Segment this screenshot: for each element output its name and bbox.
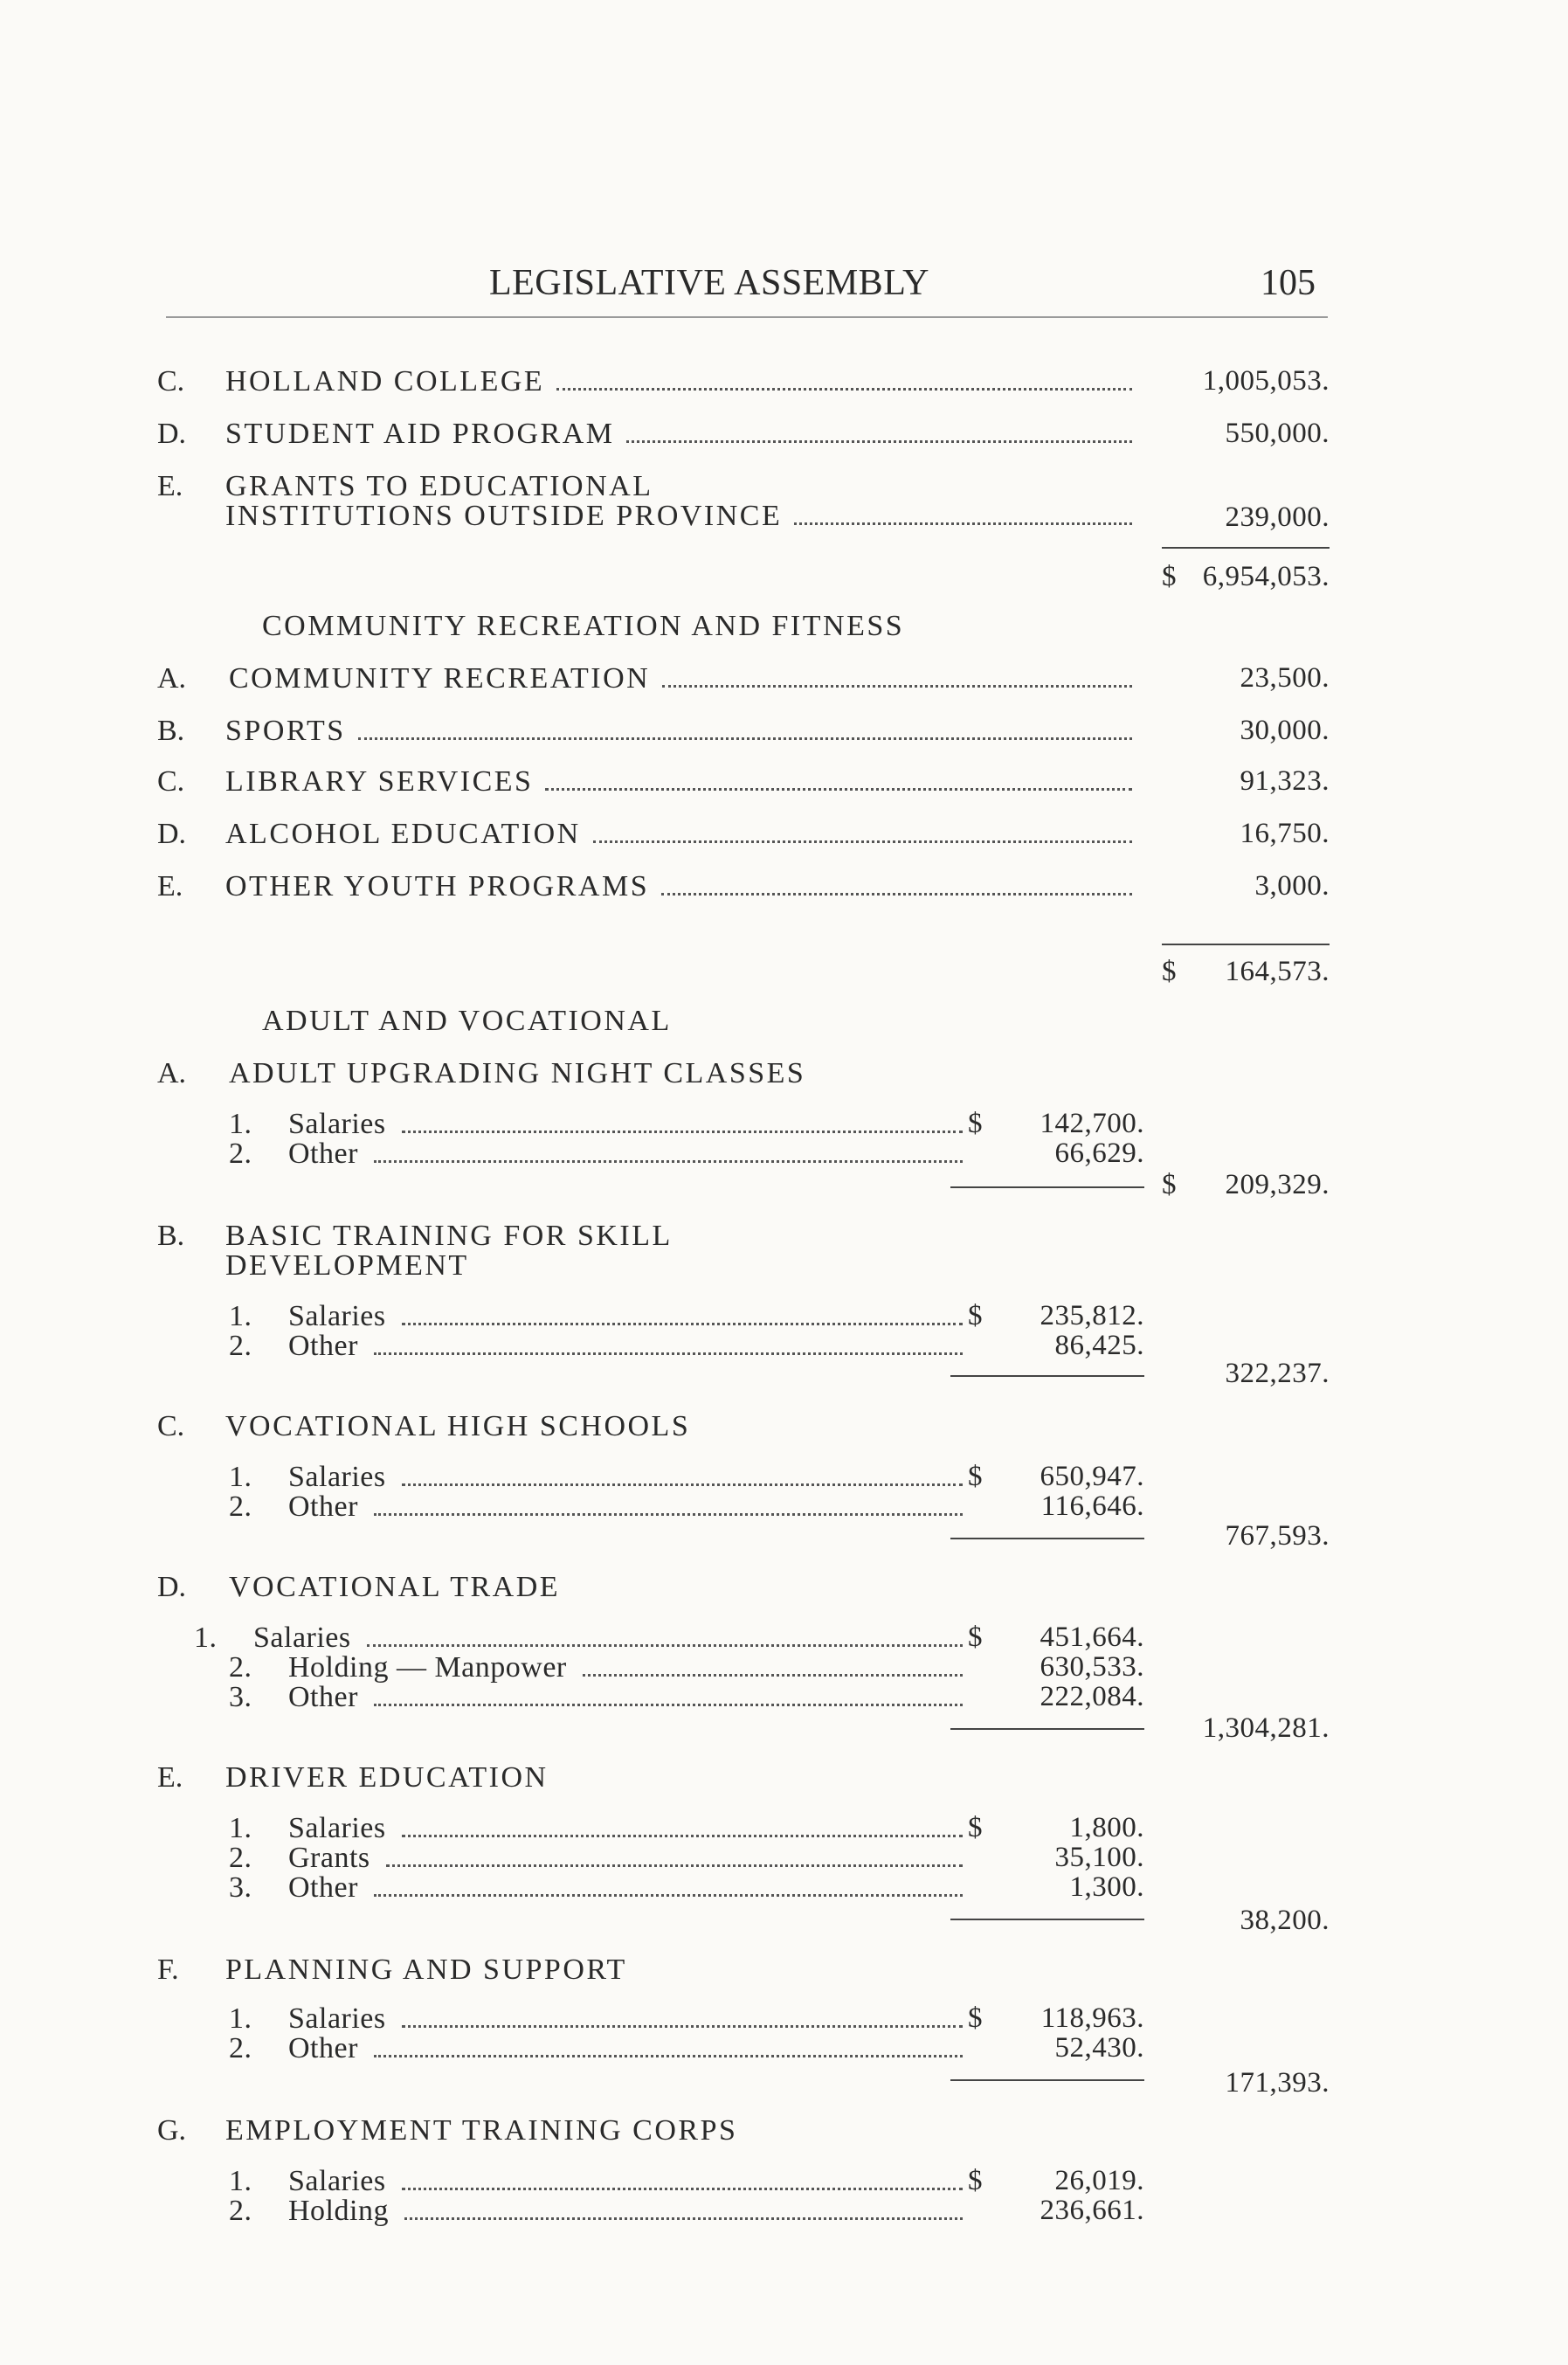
line-item-student-aid [225,418,1144,451]
row-amount: 35,100. [1054,1842,1144,1873]
item-label: SPORTS [225,715,346,747]
section-heading: COMMUNITY RECREATION AND FITNESS [262,610,905,642]
dot-leader [583,1674,963,1677]
line-item-sports [225,715,1144,748]
item-amount: 91,323. [1240,765,1330,797]
sub-item-row [229,1330,971,1363]
subtotal-rule [950,1186,1144,1188]
sub-item-row [229,1812,971,1845]
currency-symbol: $ [968,1300,983,1331]
page-header-title: LEGISLATIVE ASSEMBLY [489,263,929,303]
section-letter: E. [157,1761,183,1794]
subtotal-rule [950,1728,1144,1730]
sub-item-row [229,1651,971,1684]
row-label: Other [288,1138,358,1170]
currency-symbol: $ [968,1622,983,1653]
section-total: 209,329. [1225,1169,1330,1200]
item-letter: D. [157,818,187,850]
section-total: 38,200. [1240,1905,1330,1936]
row-number: 3. [229,1871,252,1904]
row-label: Salaries [253,1622,351,1654]
row-label: Grants [288,1842,370,1874]
sub-item-row [229,1300,971,1333]
section-title: DRIVER EDUCATION [225,1761,549,1794]
dot-leader [374,1894,963,1897]
section-title: VOCATIONAL HIGH SCHOOLS [225,1410,691,1442]
row-number: 2. [229,2032,252,2064]
currency-symbol: $ [968,2002,983,2034]
row-label: Holding [288,2195,389,2227]
dot-leader [374,1513,963,1516]
section-title: VOCATIONAL TRADE [229,1571,561,1603]
line-item-other-youth-programs [225,870,1144,903]
currency-symbol: $ [1162,956,1177,987]
section-title-line1: BASIC TRAINING FOR SKILL [225,1220,673,1252]
section-total: 322,237. [1225,1358,1330,1389]
sub-item-row [229,1138,971,1171]
section-total: 1,304,281. [1202,1712,1330,1744]
dot-leader [374,1352,963,1355]
row-amount: 451,664. [1040,1622,1144,1653]
subtotal-amount: 6,954,053. [1202,561,1330,592]
currency-symbol: $ [1162,561,1177,592]
dot-leader [374,1704,963,1706]
dot-leader [402,1323,963,1325]
item-letter: A. [157,662,187,695]
currency-symbol: $ [968,1108,983,1139]
sub-item-row [229,1461,971,1494]
item-amount: 239,000. [1225,501,1330,533]
dot-leader [402,1483,963,1486]
item-letter: C. [157,365,185,398]
sub-item-row [229,1871,971,1905]
item-amount: 23,500. [1240,662,1330,694]
row-number: 2. [229,1138,252,1170]
row-number: 2. [229,1330,252,1362]
sub-item-row [229,2195,971,2228]
row-label: Salaries [288,1812,386,1844]
section-letter: D. [157,1571,187,1603]
dot-leader [402,2188,963,2190]
item-amount: 1,005,053. [1202,365,1330,397]
sub-item-row [229,1842,971,1875]
sub-item-row [229,1681,971,1714]
section-letter: B. [157,1220,185,1252]
item-amount: 16,750. [1240,818,1330,849]
row-label: Other [288,1681,358,1713]
row-label: Other [288,1330,358,1362]
item-amount: 550,000. [1225,418,1330,449]
row-amount: 116,646. [1040,1490,1144,1522]
section-letter: C. [157,1410,185,1442]
subtotal-rule [1162,944,1330,945]
row-number: 2. [229,2195,252,2227]
item-amount: 30,000. [1240,715,1330,746]
sub-item-row [229,2165,971,2198]
row-number: 1. [229,1300,252,1332]
row-number: 1. [229,1461,252,1493]
dot-leader [593,840,1132,843]
row-label: Salaries [288,1108,386,1140]
sub-item-row [229,2032,971,2065]
dot-leader [402,2025,963,2028]
row-amount: 26,019. [1054,2165,1144,2196]
section-total: 767,593. [1225,1520,1330,1552]
item-letter: E. [157,470,183,502]
dot-leader [626,440,1132,443]
item-amount: 3,000. [1254,870,1330,902]
row-amount: 1,300. [1069,1871,1144,1903]
dot-leader [358,737,1132,740]
dot-leader [556,388,1132,391]
row-label: Salaries [288,1461,386,1493]
row-number: 2. [229,1490,252,1523]
page-number: 105 [1261,263,1316,303]
item-label-line2: INSTITUTIONS OUTSIDE PROVINCE [225,500,783,532]
subtotal-rule [1162,547,1330,549]
row-amount: 236,661. [1040,2195,1144,2226]
currency-symbol: $ [968,1461,983,1492]
item-label: LIBRARY SERVICES [225,765,534,798]
item-label: HOLLAND COLLEGE [225,365,545,398]
line-item-holland-college [225,365,1144,398]
line-item-grants-institutions [225,500,1144,533]
row-amount: 222,084. [1040,1681,1144,1712]
row-label: Salaries [288,2165,386,2197]
dot-leader [367,1644,963,1647]
section-letter: F. [157,1954,179,1986]
sub-item-row [229,1490,971,1524]
dot-leader [404,2217,963,2220]
item-letter: E. [157,870,183,902]
dot-leader [794,522,1132,525]
dot-leader [661,893,1132,896]
row-label: Salaries [288,1300,386,1332]
section-title-line2: DEVELOPMENT [225,1249,469,1282]
section-title: PLANNING AND SUPPORT [225,1954,627,1986]
row-amount: 630,533. [1040,1651,1144,1683]
header-rule [166,316,1328,318]
dot-leader [545,788,1132,791]
row-amount: 86,425. [1054,1330,1144,1361]
row-amount: 235,812. [1040,1300,1144,1331]
currency-symbol: $ [1162,1169,1177,1200]
item-label: STUDENT AID PROGRAM [225,418,615,450]
dot-leader [374,1160,963,1163]
subtotal-rule [950,2079,1144,2081]
dot-leader [662,685,1132,688]
dot-leader [374,2055,963,2057]
line-item-library-services [225,765,1144,799]
row-amount: 66,629. [1054,1138,1144,1169]
section-heading: ADULT AND VOCATIONAL [262,1005,672,1037]
row-amount: 52,430. [1054,2032,1144,2064]
section-total: 171,393. [1225,2067,1330,2099]
currency-symbol: $ [968,1812,983,1843]
row-amount: 118,963. [1040,2002,1144,2034]
row-number: 1. [229,1108,252,1140]
currency-symbol: $ [968,2165,983,2196]
row-label: Other [288,2032,358,2064]
row-label: Salaries [288,2002,386,2035]
item-label: COMMUNITY RECREATION [229,662,651,695]
row-amount: 1,800. [1069,1812,1144,1843]
section-letter: G. [157,2114,187,2147]
sub-item-row [194,1622,971,1655]
subtotal-rule [950,1538,1144,1539]
sub-item-row [229,2002,971,2036]
row-number: 3. [229,1681,252,1713]
section-letter: A. [157,1057,187,1089]
row-number: 1. [229,1812,252,1844]
row-label: Other [288,1490,358,1523]
item-label: OTHER YOUTH PROGRAMS [225,870,650,902]
section-title: EMPLOYMENT TRAINING CORPS [225,2114,738,2147]
item-label: ALCOHOL EDUCATION [225,818,581,850]
row-amount: 650,947. [1040,1461,1144,1492]
row-number: 1. [229,2002,252,2035]
row-number: 2. [229,1651,252,1684]
item-label-line1: GRANTS TO EDUCATIONAL [225,470,653,502]
subtotal-rule [950,1919,1144,1920]
section-title: ADULT UPGRADING NIGHT CLASSES [229,1057,806,1089]
row-label: Other [288,1871,358,1904]
row-amount: 142,700. [1040,1108,1144,1139]
dot-leader [402,1131,963,1133]
row-label: Holding — Manpower [288,1651,567,1684]
row-number: 1. [194,1622,218,1654]
row-number: 2. [229,1842,252,1874]
line-item-community-recreation [229,662,1144,695]
sub-item-row [229,1108,971,1141]
dot-leader [386,1864,963,1867]
row-number: 1. [229,2165,252,2197]
subtotal-amount: 164,573. [1225,956,1330,987]
item-letter: D. [157,418,187,450]
dot-leader [402,1835,963,1837]
item-letter: B. [157,715,185,747]
subtotal-rule [950,1375,1144,1377]
item-letter: C. [157,765,185,798]
line-item-alcohol-education [225,818,1144,851]
